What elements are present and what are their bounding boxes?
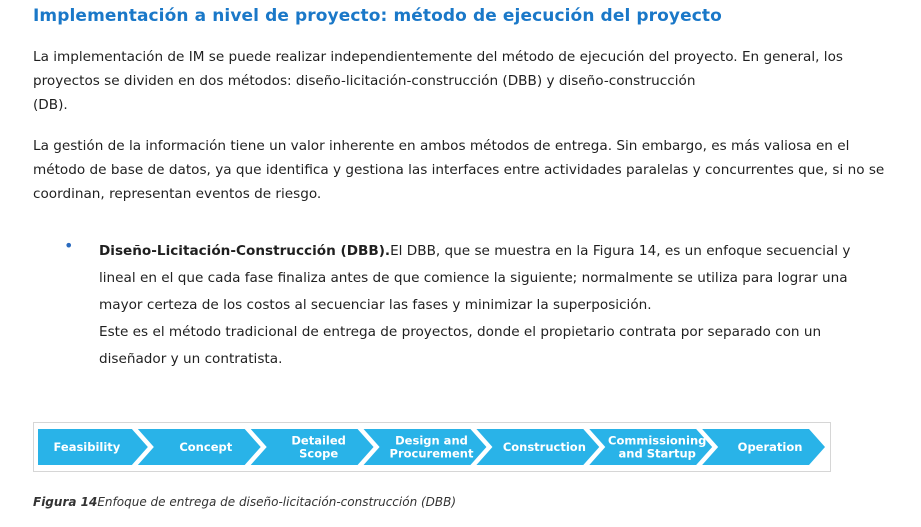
phase-label: and Startup xyxy=(618,446,696,461)
paragraph-intro xyxy=(33,45,893,117)
phase-label: Concept xyxy=(179,440,233,454)
figure-14-process-diagram xyxy=(33,422,831,472)
paragraph-information-management: La gestión de la información tiene un valor inherente en ambos métodos de entrega. Sin embargo, es más valiosa en el método de base de datos, ya que identifica y gestiona las interfaces entre actividades paralelas y concurrentes que, si no se coordinan, representan eventos de riesgo. xyxy=(33,138,885,202)
bullet-title: Diseño-Licitación-Construcción (DBB). xyxy=(99,243,391,259)
bullet-body: El DBB, que se muestra en la Figura 14, es un enfoque secuencial y lineal en el que cada fase finaliza antes de que comience la siguiente; normalmente se utiliza para lograr una mayor certeza de los costos al secuenciar las fases y minimizar la superposición. xyxy=(99,243,851,313)
paragraph-intro-line-3: (DB). xyxy=(33,97,68,113)
phase-label: Feasibility xyxy=(53,440,121,454)
bullet-icon: • xyxy=(64,236,74,255)
figure-caption-text: Enfoque de entrega de diseño-licitación-construcción (DBB) xyxy=(97,495,457,509)
phase-label: Commissioning xyxy=(608,433,707,448)
phase-chevron-diagram xyxy=(34,423,832,473)
paragraph-intro-line-2: proyectos se dividen en dos métodos: diseño-licitación-construcción (DBB) y diseño-construcción xyxy=(33,73,696,89)
bullet-item-dbb xyxy=(99,238,879,373)
figure-caption-label: Figura 14 xyxy=(33,495,98,509)
phase-label: Construction xyxy=(502,440,586,454)
bullet-body-2: Este es el método tradicional de entrega de proyectos, donde el propietario contrata por separado con un diseñador y un contratista. xyxy=(99,324,822,367)
phase-label: Scope xyxy=(299,446,339,461)
phase-label: Operation xyxy=(737,440,803,454)
phase-label: Design and xyxy=(395,433,468,448)
phase-label: Procurement xyxy=(389,446,474,461)
section-heading: Implementación a nivel de proyecto: método de ejecución del proyecto xyxy=(33,6,722,26)
paragraph-intro-line-1: La implementación de IM se puede realizar independientemente del método de ejecución del proyecto. En general, los xyxy=(33,49,843,65)
phase-label: Detailed xyxy=(291,433,346,448)
figure-caption xyxy=(33,495,456,509)
